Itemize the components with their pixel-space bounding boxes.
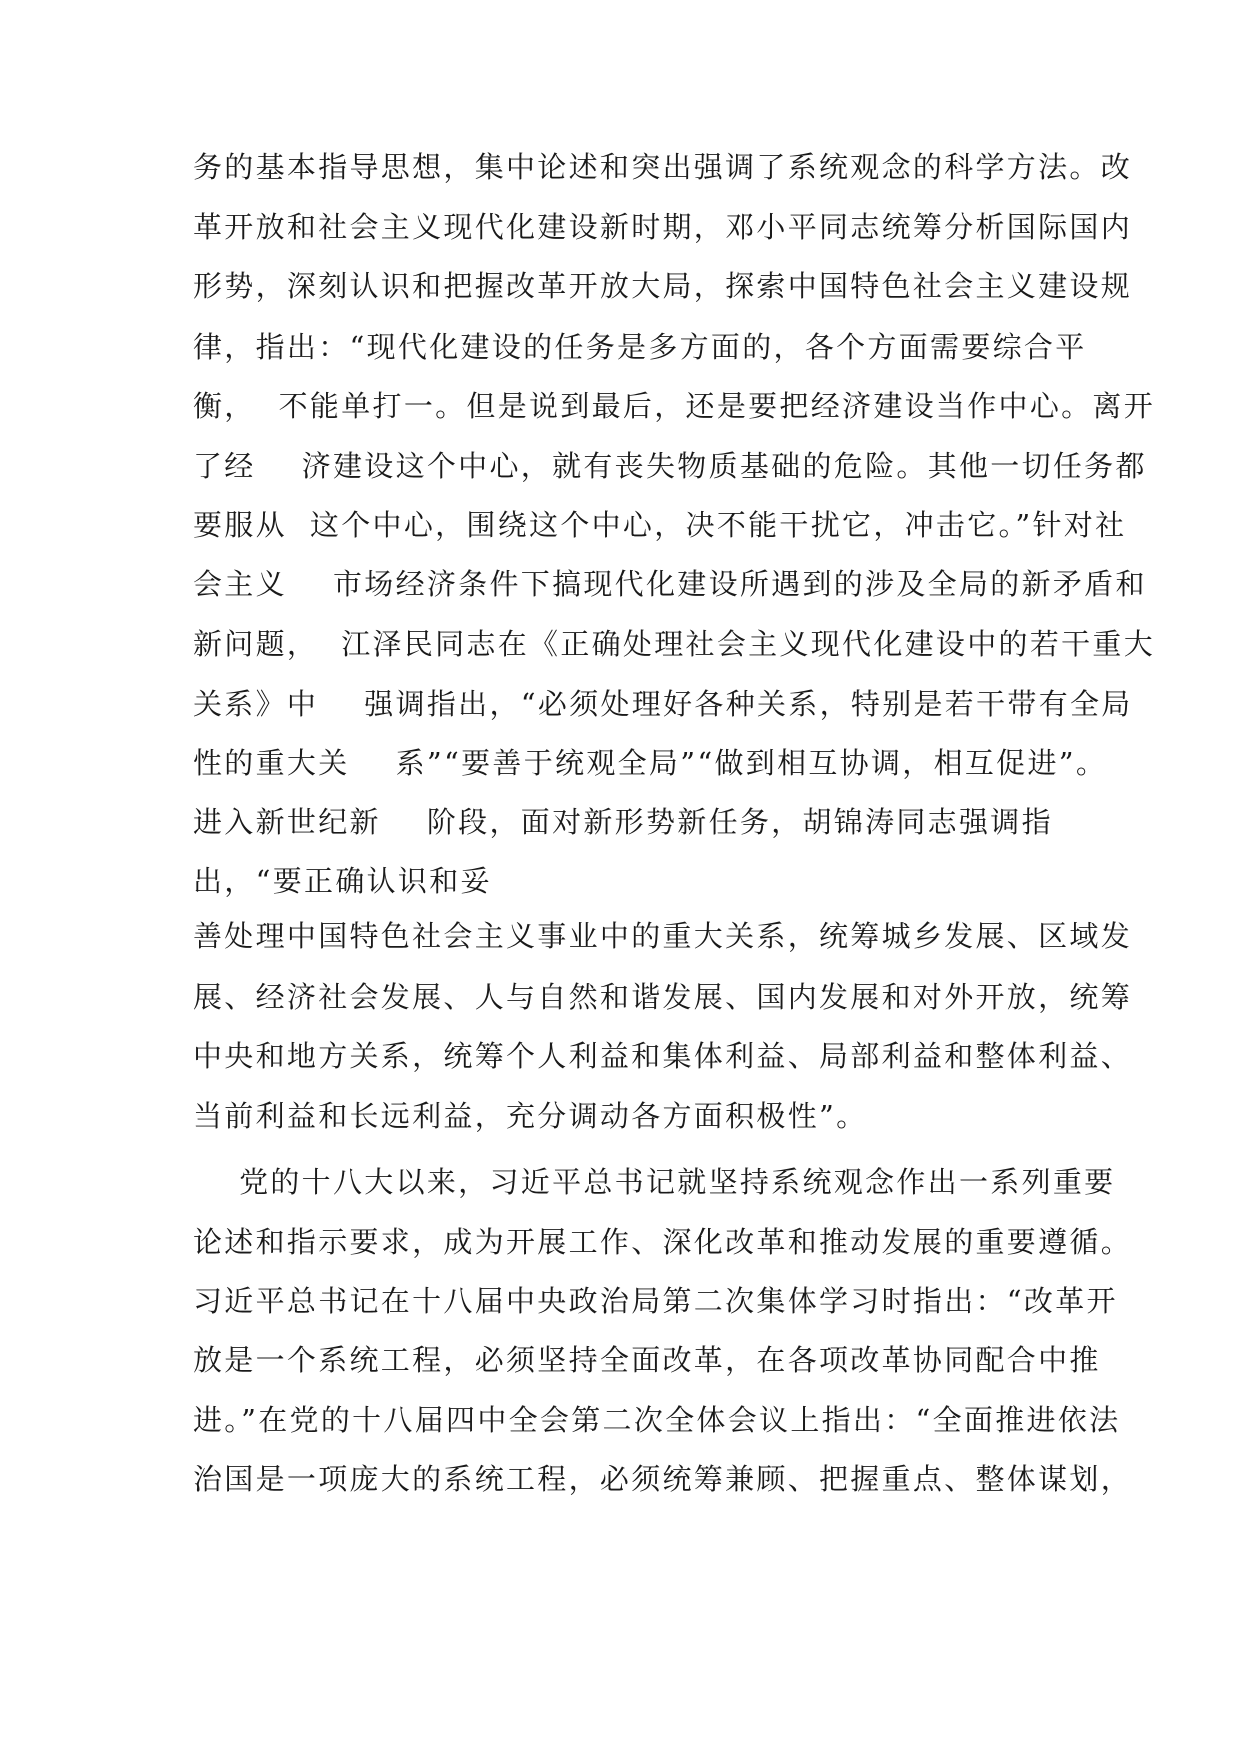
- text-line-20: 习近平总书记在十八届中央政治局第二次集体学习时指出：“改革开: [193, 1284, 1118, 1318]
- text-line-11: 性的重大关 系”“要善于统观全局”“做到相互协调，相互促进”。: [193, 746, 1108, 780]
- text-line-23: 治国是一项庞大的系统工程，必须统筹兼顾、把握重点、整体谋划，: [193, 1462, 1133, 1496]
- text-line-4: 律，指出：“现代化建设的任务是多方面的，各个方面需要综合平: [193, 330, 1087, 364]
- text-line-3: 形势，深刻认识和把握改革开放大局，探索中国特色社会主义建设规: [193, 269, 1133, 303]
- text-line-16: 中央和地方关系，统筹个人利益和集体利益、局部利益和整体利益、: [193, 1039, 1133, 1073]
- text-line-18: 党的十八大以来，习近平总书记就坚持系统观念作出一系列重要: [193, 1165, 1116, 1199]
- text-line-1: 务的基本指导思想，集中论述和突出强调了系统观念的科学方法。改: [193, 150, 1133, 184]
- text-line-21: 放是一个系统工程，必须坚持全面改革，在各项改革协同配合中推: [193, 1343, 1101, 1377]
- text-line-2: 革开放和社会主义现代化建设新时期，邓小平同志统筹分析国际国内: [193, 210, 1133, 244]
- text-line-12: 进入新世纪新 阶段，面对新形势新任务，胡锦涛同志强调指: [193, 805, 1053, 839]
- text-line-9: 新问题， 江泽民同志在《正确处理社会主义现代化建设中的若干重大: [193, 627, 1156, 661]
- text-line-7: 要服从 这个中心，围绕这个中心，决不能干扰它，冲击它。”针对社: [193, 508, 1127, 542]
- text-line-15: 展、经济社会发展、人与自然和谐发展、国内发展和对外开放，统筹: [193, 980, 1133, 1014]
- text-line-6: 了经 济建设这个中心，就有丧失物质基础的危险。其他一切任务都: [193, 449, 1147, 483]
- text-line-17: 当前利益和长远利益，充分调动各方面积极性”。: [193, 1099, 868, 1133]
- text-line-13: 出，“要正确认识和妥: [193, 864, 492, 898]
- text-line-10: 关系》中 强调指出，“必须处理好各种关系，特别是若干带有全局: [193, 687, 1133, 721]
- text-line-22: 进。”在党的十八届四中全会第二次全体会议上指出：“全面推进依法: [193, 1403, 1121, 1437]
- text-line-19: 论述和指示要求，成为开展工作、深化改革和推动发展的重要遵循。: [193, 1225, 1133, 1259]
- text-line-14: 善处理中国特色社会主义事业中的重大关系，统筹城乡发展、区域发: [193, 919, 1133, 953]
- text-line-5: 衡， 不能单打一。但是说到最后，还是要把经济建设当作中心。离开: [193, 389, 1156, 423]
- text-line-8: 会主义 市场经济条件下搞现代化建设所遇到的涉及全局的新矛盾和: [193, 567, 1147, 601]
